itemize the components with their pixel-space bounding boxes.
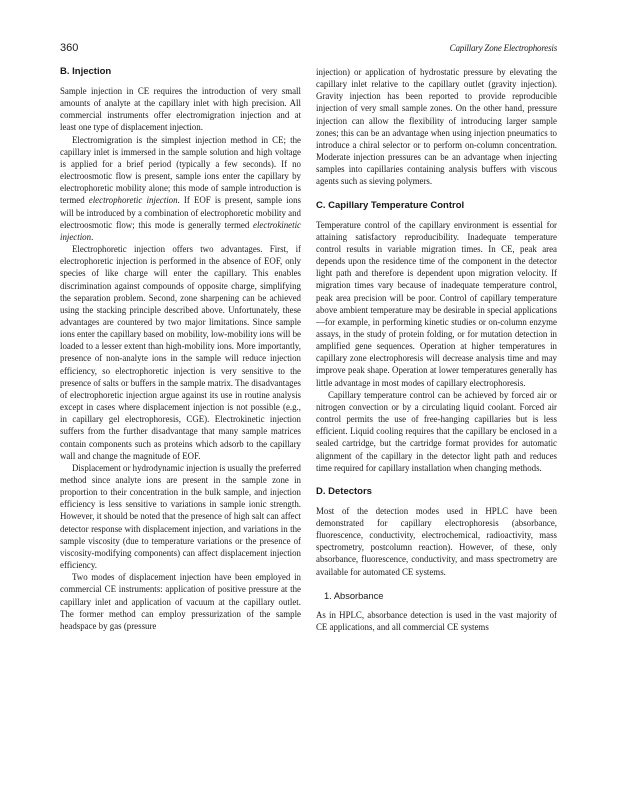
paragraph: Electromigration is the simplest injection method in CE; the capillary inlet is immersed in the sample solution and high voltage is applied for a brief period (typically a few seconds). If no electroosmotic flow is present, sample ions enter the capillary by electrophoretic mobility alone; this mode of sample introduction is termed electrophoretic injection. If EOF is present, sample ions will be introduced by a combination of electrophoretic mobility and electroosmotic flow; this mode is generally termed electrokinetic injection.: [60, 134, 301, 242]
paragraph: Temperature control of the capillary environment is essential for attaining satisfactory reproducibility. Inadequate temperature control results in variable migration times. In CE, peak area depends upon the residence time of the component in the detector light path and therefore is dependent upon migration velocity. If migration times vary because of inadequate temperature control, peak area precision will be poor. Control of capillary temperature above ambient temperature may be desirable in special applications—for example, in performing kinetic studies or on-column enzyme assays, in the study of protein folding, or for mutation detection in amplified gene sequences. Operation at higher temperatures in capillary zone electrophoresis will decrease analysis time and may improve peak shape. Operation at lower temperatures generally has little advantage in most modes of capillary electrophoresis.: [316, 219, 557, 388]
paragraph: Sample injection in CE requires the introduction of very small amounts of analyte at the capillary inlet with high precision. All commercial instruments offer electromigration injection and at least one type of displacement injection.: [60, 86, 301, 133]
section-heading-temperature: C. Capillary Temperature Control: [316, 199, 465, 211]
running-title: Capillary Zone Electrophoresis: [449, 43, 557, 53]
page-header: [60, 42, 557, 56]
italic-term: electrokinetic injection: [60, 219, 301, 242]
paragraph: Electrophoretic injection offers two advantages. First, if electrophoretic injection is performed in the absence of EOF, only species of like charge will enter the capillary. This enables discrimination against compounds of opposite charge, simplifying the separation problem. Second, zone sharpening can be achieved using the stacking principle described above. Unfortunately, these advantages are countered by two major limitations. Since sample ions enter the capillary based on mobility, low-mobility ions will be loaded to a lesser extent than high-mobility ions. More importantly, presence of non-analyte ions in the sample will reduce injection efficiency, so electrophoretic injection is very sensitive to the presence of salts or buffers in the sample matrix. The disadvantages of electrophoretic injection argue against its use in routine analysis except in cases where displacement injection is not possible (e.g., in capillary gel electrophoresis, CGE). Electrokinetic injection suffers from the further disadvantage that many sample matrices contain components such as proteins which adsorb to the capillary wall and change the magnitude of EOF.: [60, 244, 301, 461]
paragraph: Displacement or hydrodynamic injection is usually the preferred method since analyte ions are present in the sample zone in proportion to their concentration in the bulk sample, and injection efficiency is less sensitive to variations in sample ionic strength. However, it should be noted that the presence of high salt can affect detector response with displacement injection, and variations in the sample viscosity (due to temperature variations or the presence of viscosity-modifying components) can affect displacement injection efficiency.: [60, 462, 301, 571]
paragraph: Two modes of displacement injection have been employed in commercial CE instruments: application of positive pressure at the capillary inlet and application of vacuum at the capillary outlet. The former method can employ pressurization of the sample headspace by gas (pressure: [60, 572, 301, 631]
right-column: [316, 66, 557, 633]
section-heading-detectors: D. Detectors: [316, 485, 372, 497]
paragraph: Capillary temperature control can be achieved by forced air or nitrogen convection or by a circulating liquid coolant. Forced air control permits the use of free-hanging capillaries but is less efficient. Liquid cooling requires that the capillary be enclosed in a sealed cartridge, but the cartridge format provides for automatic alignment of the capillary in the detector light path and reduces time required for capillary installation when changing methods.: [316, 389, 557, 473]
page-number: 360: [60, 42, 79, 54]
left-column: [60, 66, 301, 632]
italic-term: electrophoretic injection: [88, 195, 178, 206]
paragraph: As in HPLC, absorbance detection is used in the vast majority of CE applications, and all commercial CE systems: [316, 609, 557, 632]
subsection-heading-absorbance: 1. Absorbance: [324, 590, 384, 601]
section-heading-injection: B. Injection: [60, 66, 112, 77]
paragraph: injection) or application of hydrostatic pressure by elevating the capillary inlet relative to the capillary outlet (gravity injection). Gravity injection has been reported to provide reproducible injection of very small sample zones. On the other hand, pressure injection can allow the flexibility of introducing larger sample zones; this can be an advantage when using injection pneumatics to introduce a chiral selector or to perform on-column concentration. Moderate injection pressures can be an advantage when injecting samples into capillaries containing analysis buffers with viscous agents such as sieving polymers.: [316, 67, 557, 187]
paragraph: Most of the detection modes used in HPLC have been demonstrated for capillary electrophoresis (absorbance, fluorescence, conductivity, electrochemical, radioactivity, mass spectrometry, postcolumn reaction). However, of these, only absorbance, fluorescence, conductivity, and mass spectrometry are available for automated CE systems.: [316, 505, 557, 577]
